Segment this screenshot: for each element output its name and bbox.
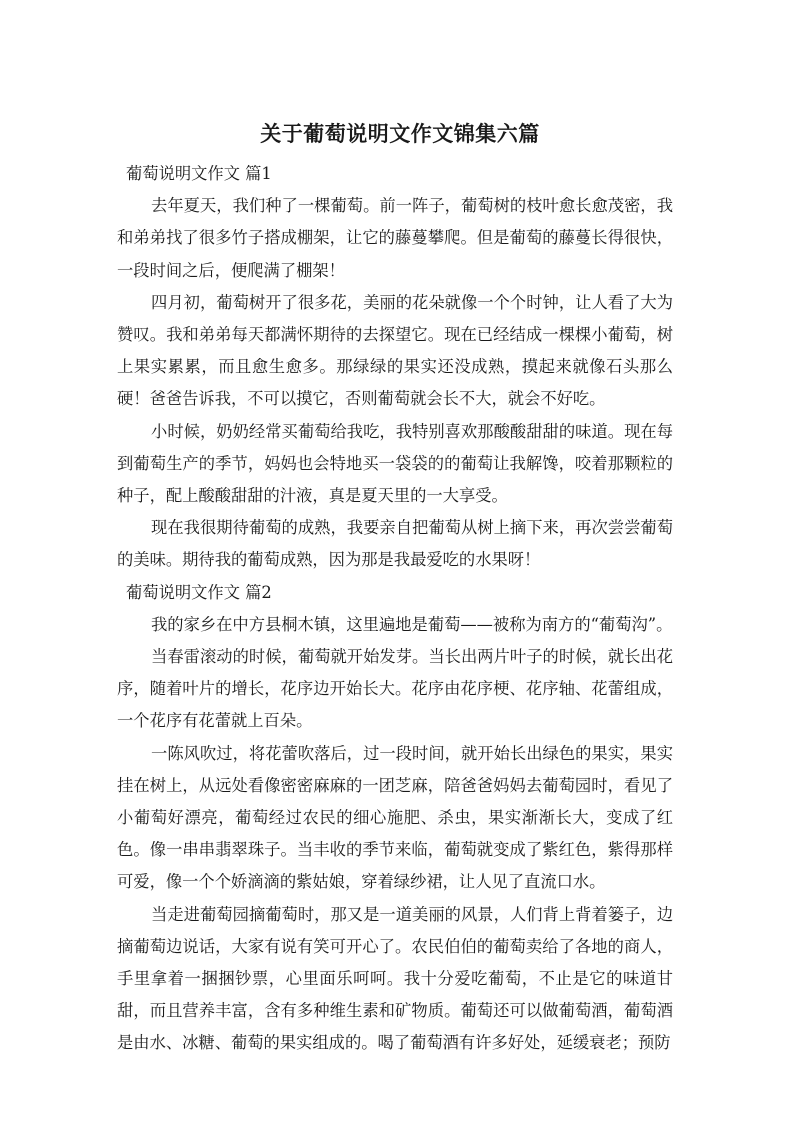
paragraph: 当走进葡萄园摘葡萄时，那又是一道美丽的风景，人们背上背着篓子，边摘葡萄边说话，大家有说有笑可开心了。农民伯伯的葡萄卖给了各地的商人，手里拿着一捆捆钞票，心里面乐呵呵。我十分爱吃葡萄，不止是它的味道甘甜，而且营养丰富，含有多种维生素和矿物质。葡萄还可以做葡萄酒，葡萄酒是由水、冰糖、葡萄的果实组成的。喝了葡萄酒有许多好处，延缓衰老；预防	[117, 904, 673, 1053]
section-heading: 葡萄说明文作文 篇1	[126, 164, 272, 183]
section-heading: 葡萄说明文作文 篇2	[126, 582, 272, 602]
paragraph: 去年夏天，我们种了一棵葡萄。前一阵子，葡萄树的枝叶愈长愈茂密，我和弟弟找了很多竹子搭成棚架，让它的藤蔓攀爬。但是葡萄的藤蔓长得很快，一段时间之后，便爬满了棚架！	[117, 196, 673, 280]
paragraph: 现在我很期待葡萄的成熟，我要亲自把葡萄从树上摘下来，再次尝尝葡萄的美味。期待我的葡萄成熟，因为那是我最爱吃的水果呀！	[117, 518, 673, 570]
paragraph: 我的家乡在中方县桐木镇，这里遍地是葡萄——被称为南方的“葡萄沟”。	[151, 614, 673, 634]
paragraph: 当春雷滚动的时候，葡萄就开始发芽。当长出两片叶子的时候，就长出花序，随着叶片的增长，花序边开始长大。花序由花序梗、花序轴、花蕾组成，一个花序有花蕾就上百朵。	[117, 647, 673, 731]
document-title: 关于葡萄说明文作文锦集六篇	[260, 122, 540, 146]
section-2	[117, 577, 673, 1060]
paragraph: 小时候，奶奶经常买葡萄给我吃，我特别喜欢那酸酸甜甜的味道。现在每到葡萄生产的季节，妈妈也会特地买一袋袋的的葡萄让我解馋，咬着那颗粒的种子，配上酸酸甜甜的汁液，真是夏天里的一大享受。	[117, 421, 673, 506]
document-body	[117, 158, 673, 1060]
section-1	[117, 158, 673, 577]
paragraph: 四月初，葡萄树开了很多花，美丽的花朵就像一个个时钟，让人看了大为赞叹。我和弟弟每天都满怀期待的去探望它。现在已经结成一棵棵小葡萄，树上果实累累，而且愈生愈多。那绿绿的果实还没成熟，摸起来就像石头那么硬！爸爸告诉我，不可以摸它，否则葡萄就会长不大，就会不好吃。	[117, 292, 673, 409]
paragraph: 一陈风吹过，将花蕾吹落后，过一段时间，就开始长出绿色的果实，果实挂在树上，从远处看像密密麻麻的一团芝麻，陪爸爸妈妈去葡萄园时，看见了小葡萄好漂亮，葡萄经过农民的细心施肥、杀虫，果实渐渐长大，变成了红色。像一串串翡翠珠子。当丰收的季节来临，葡萄就变成了紫红色，紫得那样可爱，像一个个娇滴滴的紫姑娘，穿着绿纱裙，让人见了直流口水。	[117, 743, 673, 892]
